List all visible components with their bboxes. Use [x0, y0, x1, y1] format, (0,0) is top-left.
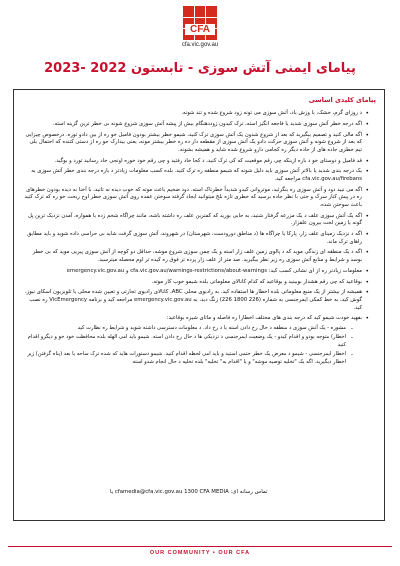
list-item: • اگه د یک منطقه ای زندگی موید که د پالوی زمین علف زار استه و یک چمن سوزی شروع موشه، حداقل دو کوچه از آتش سوزی پیریی موید که بی خطر بوسد و شرایط و منابع آتش سوزی ره زیر نظر بیگیرید. صد متر از علف زار پرده تر فوق ره کیده تر اوم محصله میترسید.: [22, 249, 368, 264]
footer-tagline: OUR COMMUNITY • OUR CFA: [149, 550, 251, 556]
cfa-logo: [183, 6, 217, 40]
list-item: • همیشه از بیشتر از یک منبع معلوماتی بلده اخطار ها استفاده کید. به رادیوی محلی ABC، کانالای رادیوی تجارتی و تعیین شده محلی یا تلویزیون اسکای نیوز، گوش کید، به خط کمکی ایمرجنسی به شماره (226 1800 226) زنگ دید، به emergency.vic.gov.au مراجعه کید و برنامه VicEmergency ره نصب کید.: [22, 289, 368, 312]
list-item: - اخطار) متوجه بودو و اقدام کیدو - یک وضعیت ایمرجنسی د نزدیکی ها د حال رخ دادن استه. شیمو باید امی الهله بلده محافظت خود خو و دیگرو اقدام کنید: [22, 334, 352, 349]
warning-levels-list: [22, 325, 352, 366]
list-item: • اگه یک آتش سوزی علف د یک مزرعه گرفتار شنید، به جایی بورید که کمترین علف ره داشته باشه، مانند چراگاه شخم زده یا همواره، آمدن نزدیک ترین پل گونه یا زمین لخت بیرون علفزار.: [22, 213, 368, 228]
logo-text: CFA: [185, 24, 215, 35]
list-item: • معلومات زیادتر ره از ای نشانی کسب کید: cfa.vic.gov.au/warnings-restrictions/about-warnings و emergency.vic.gov.au: [22, 268, 368, 276]
key-messages-box: [13, 89, 385, 521]
list-item: • اگه مالی کنید و تصمیم بیگیرید که بعد از شروع شدون یک آتش سوزی ترک کنید، شیمو خطر بیشتر بودون فامیل خو ره از بین دادو توره. درخصوص چیزایی که بعد از شروع شونه و آتش سوزی حرکت دادو یک آتش سوزی از مقطعه دار ده ره خطر بیشتر مونه، یعنی بیدارک خو ره از دستی کننده که احتمال بلی تیم خطری جاده های از حاده دیگر ره کجامی دارو شروع شده شاید و همیشه بشونه.: [22, 132, 368, 155]
list-item: [22, 315, 368, 366]
list-item: • یک درجه بندی شدید یا بالاتر آتش سوزی باید دلیل شونه که شیمو منطقه ره ترک کنید. بلده کسب معلومات زیادتر د باره درجه بندی خطر آتش سوزی به cfa.vic.gov.au/firebans مراجعه کید.: [22, 168, 368, 183]
list-item: • د روزای گرم، خشک، با وزش باد، آتش سوزی می تونه زود شروع شده و تند شونه.: [22, 110, 368, 118]
key-messages-list: [22, 110, 376, 366]
list-item: - اخطار ایمرجنسی - شیمو د معرض یک خطر حتمی استید و باید امی لحظه اقدام کنید. شیمو دستورات هاید که شده ترک ساحه یا بعد (پناه گرفتن) زیر اخطار دیگیرید. اگه یک "تخلیه توصیه موشه" و یا "اقدام به" تخلیه" بلده تخلیه د حال انجام شدو استه: [22, 351, 352, 366]
list-item: • اگه د نزدیک زمینای علف زار، پارکا یا چراگاه ها (د مناطق دورودست، شهرستان) در شهروند، آتش سوزی گرفت شاید بی حراسی داده شوید و باید مطابق راهای ترک ماند.: [22, 231, 368, 246]
section-heading: پیامای کلیدی اساسی: [308, 96, 376, 104]
list-item: - مشوره - یک آتش سوزی د منطقه د حال رخ دادن استه یا د رخ داد. د معلومات دسترسی داشته شوید و شرایط ره نظارت کید: [22, 325, 352, 332]
footer-divider: [8, 546, 392, 547]
list-item: • بوقاعید که چی رقم هشدار بوبینید و بوقاعید که کدام کانالای معلوماتی بلده شیمو خوب کار موته.: [22, 279, 368, 287]
list-item: • اگه درجه خطر آتش سوزی شدید یا فاجعه انگیز استه، ترک کیدون زوددهنگام بیش از پیشه آتش سوزی شروع شونه بی خطر ترین گزینه استه.: [22, 121, 368, 129]
warning-levels-intro: بفهید خودت شیمو کید که درجه بندی های مختلف اخطارا ره فاصله و ماتای شیره بوقاعید:: [166, 315, 362, 322]
website-url: cfa.vic.gov.au: [181, 42, 219, 48]
media-contact: تماس رسانه ای: cfamedia@cfa.vic.gov.au 1300 CFA MEDIA یا: [110, 489, 268, 495]
list-item: • قد فامیل و دوستای خو د باره ازینکه چی رقم موقعیت که کی ترک کنید، د کجا خاد رفتید و چی رقم خود خوره اونجی خاد رسانید تورد و بوگید.: [22, 158, 368, 166]
list-item: • اگه می نبید دود و آتش سوزی ره بنگرئید، موتروانی کیدو شدیداً خطرناک استه. دود ضخیم باعث موته که خوب دیده نه تانید، با آخنا نه دیده بودون خطرهای ره در پیش کنار سرک و حتی با نظر جاده برسید که خطری تازه بلخ میتوانید ایجاد گرفته سوختن عمده روی آتش سوزی خطر اوخ ریخت خو ره که ترک کنید باعث سوختن شده.: [22, 187, 368, 210]
page-title: پیامای ایمنی آتش سوزی - تابستون 2022 -2023: [44, 61, 356, 76]
